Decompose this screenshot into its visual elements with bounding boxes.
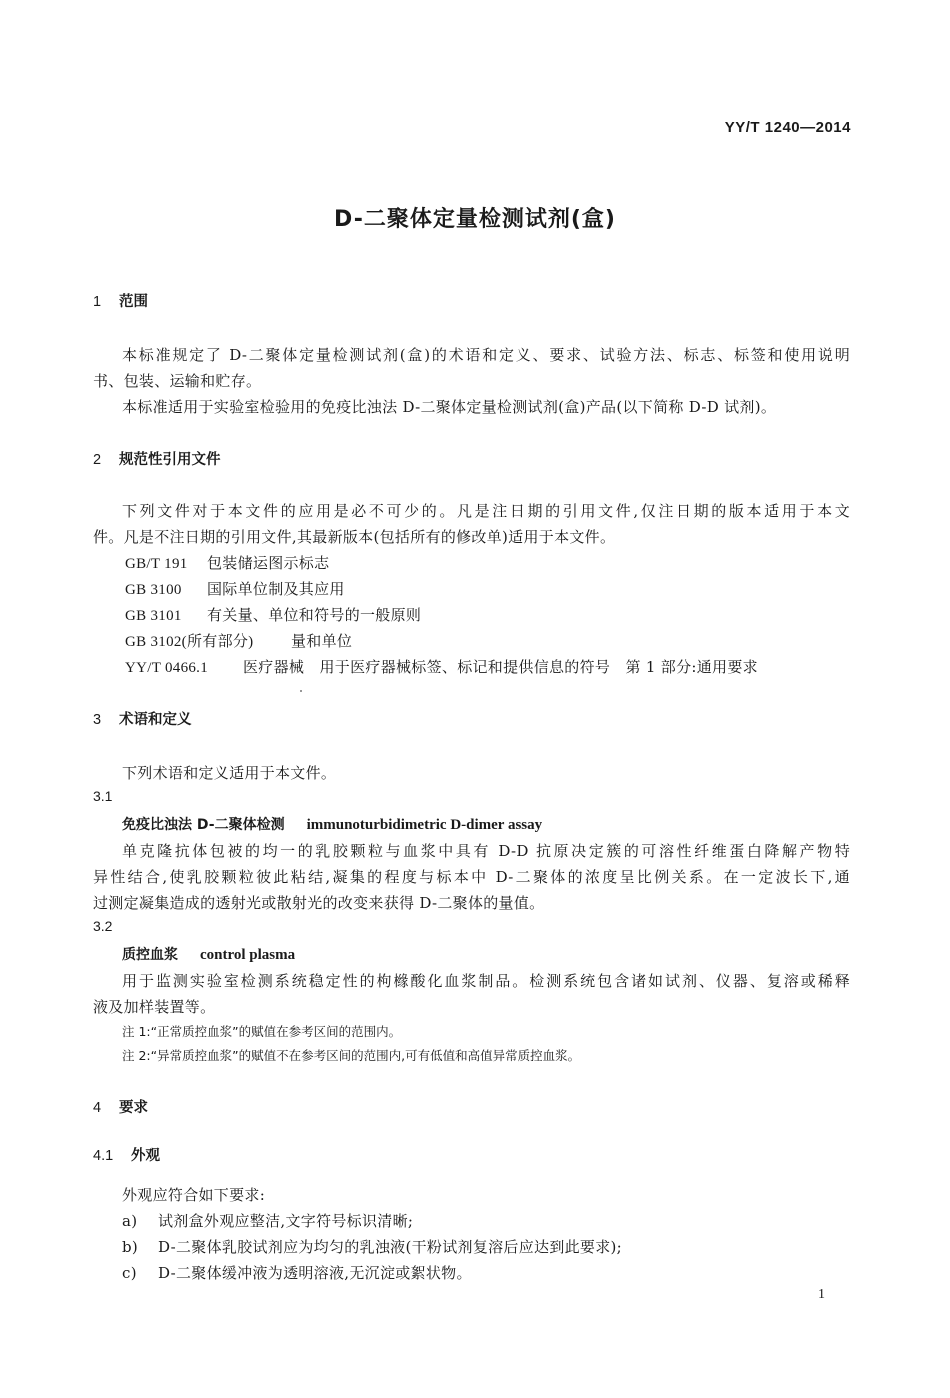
reference-code: GB 3100 <box>125 582 182 598</box>
reference-item <box>125 656 758 677</box>
section-title: 范围 <box>119 294 148 310</box>
reference-item <box>125 578 345 599</box>
appearance-intro: 外观应符合如下要求: <box>122 1186 266 1204</box>
term-definition-line-1: 单克隆抗体包被的均一的乳胶颗粒与血浆中具有 D-D 抗原决定簇的可溶性纤维蛋白降解产物特 <box>122 842 850 860</box>
scope-para-1-line-2: 书、包装、运输和贮存。 <box>93 372 262 390</box>
reference-item <box>125 552 329 573</box>
list-text: D-二聚体缓冲液为透明溶液,无沉淀或絮状物。 <box>158 1264 472 1282</box>
subsection-4-1-heading <box>93 1144 160 1165</box>
note-1: 注 1:“正常质控血浆”的赋值在参考区间的范围内。 <box>122 1024 402 1039</box>
standard-number: YY/T 1240—2014 <box>724 119 851 136</box>
reference-item <box>125 630 352 651</box>
list-text: D-二聚体乳胶试剂应为均匀的乳浊液(干粉试剂复溶后应达到此要求); <box>158 1238 623 1256</box>
reference-title: 包装储运图示标志 <box>207 554 330 572</box>
list-item <box>122 1262 472 1283</box>
reference-code: GB 3102(所有部分) <box>125 634 254 650</box>
section-title: 规范性引用文件 <box>119 452 221 468</box>
page-number: 1 <box>818 1287 825 1302</box>
note-2: 注 2:“异常质控血浆”的赋值不在参考区间的范围内,可有低值和高值异常质控血浆。 <box>122 1048 581 1063</box>
section-number: 3 <box>93 712 102 728</box>
term-definition-line-3: 过测定凝集造成的透射光或散射光的改变来获得 D-二聚体的量值。 <box>93 894 545 912</box>
term-definition-line-2: 异性结合,使乳胶颗粒彼此粘结,凝集的程度与标本中 D-二聚体的浓度呈比例关系。在一定波长下,通 <box>93 868 850 886</box>
term-definition-line-2: 液及加样装置等。 <box>93 998 216 1016</box>
reference-item <box>125 604 421 625</box>
refs-intro-line-2: 件。凡是不注日期的引用文件,其最新版本(包括所有的修改单)适用于本文件。 <box>93 528 616 546</box>
section-number: 2 <box>93 452 102 468</box>
list-item <box>122 1210 413 1231</box>
section-2-heading <box>93 448 221 469</box>
reference-title: 医疗器械 用于医疗器械标签、标记和提供信息的符号 第 1 部分:通用要求 <box>243 658 758 676</box>
list-marker: c) <box>122 1264 137 1282</box>
list-marker: a) <box>122 1212 138 1230</box>
term-number: 3.2 <box>93 918 113 934</box>
section-1-heading <box>93 290 148 311</box>
subsection-title: 外观 <box>131 1148 160 1164</box>
term-chinese: 质控血浆 <box>122 947 178 963</box>
list-marker: b) <box>122 1238 139 1256</box>
scope-para-1-line-1: 本标准规定了 D-二聚体定量检测试剂(盒)的术语和定义、要求、试验方法、标志、标签和使用说明 <box>122 346 850 364</box>
terms-intro: 下列术语和定义适用于本文件。 <box>122 764 337 782</box>
reference-code: GB/T 191 <box>125 556 188 572</box>
document-title: D-二聚体定量检测试剂(盒) <box>334 207 616 232</box>
section-number: 4 <box>93 1100 102 1116</box>
term-name <box>122 814 542 834</box>
scan-speck <box>300 690 302 692</box>
term-number: 3.1 <box>93 788 113 804</box>
term-name <box>122 944 295 964</box>
section-title: 术语和定义 <box>119 712 192 728</box>
reference-title: 国际单位制及其应用 <box>207 580 345 598</box>
scope-para-2: 本标准适用于实验室检验用的免疫比浊法 D-二聚体定量检测试剂(盒)产品(以下简称 D-D 试剂)。 <box>122 398 777 416</box>
section-3-heading <box>93 708 192 729</box>
reference-title: 量和单位 <box>291 632 353 650</box>
reference-code: YY/T 0466.1 <box>125 660 209 676</box>
section-number: 1 <box>93 294 102 310</box>
term-chinese: 免疫比浊法 D-二聚体检测 <box>122 817 285 833</box>
term-english: immunoturbidimetric D-dimer assay <box>306 817 543 833</box>
subsection-number: 4.1 <box>93 1148 114 1164</box>
list-text: 试剂盒外观应整洁,文字符号标识清晰; <box>158 1212 414 1230</box>
refs-intro-line-1: 下列文件对于本文件的应用是必不可少的。凡是注日期的引用文件,仅注日期的版本适用于本文 <box>122 502 850 520</box>
section-title: 要求 <box>119 1100 148 1116</box>
term-english: control plasma <box>200 947 296 963</box>
list-item <box>122 1236 622 1257</box>
reference-code: GB 3101 <box>125 608 182 624</box>
term-definition-line-1: 用于监测实验室检测系统稳定性的枸橼酸化血浆制品。检测系统包含诸如试剂、仪器、复溶或稀释 <box>122 972 850 990</box>
reference-title: 有关量、单位和符号的一般原则 <box>207 606 422 624</box>
section-4-heading <box>93 1096 148 1117</box>
